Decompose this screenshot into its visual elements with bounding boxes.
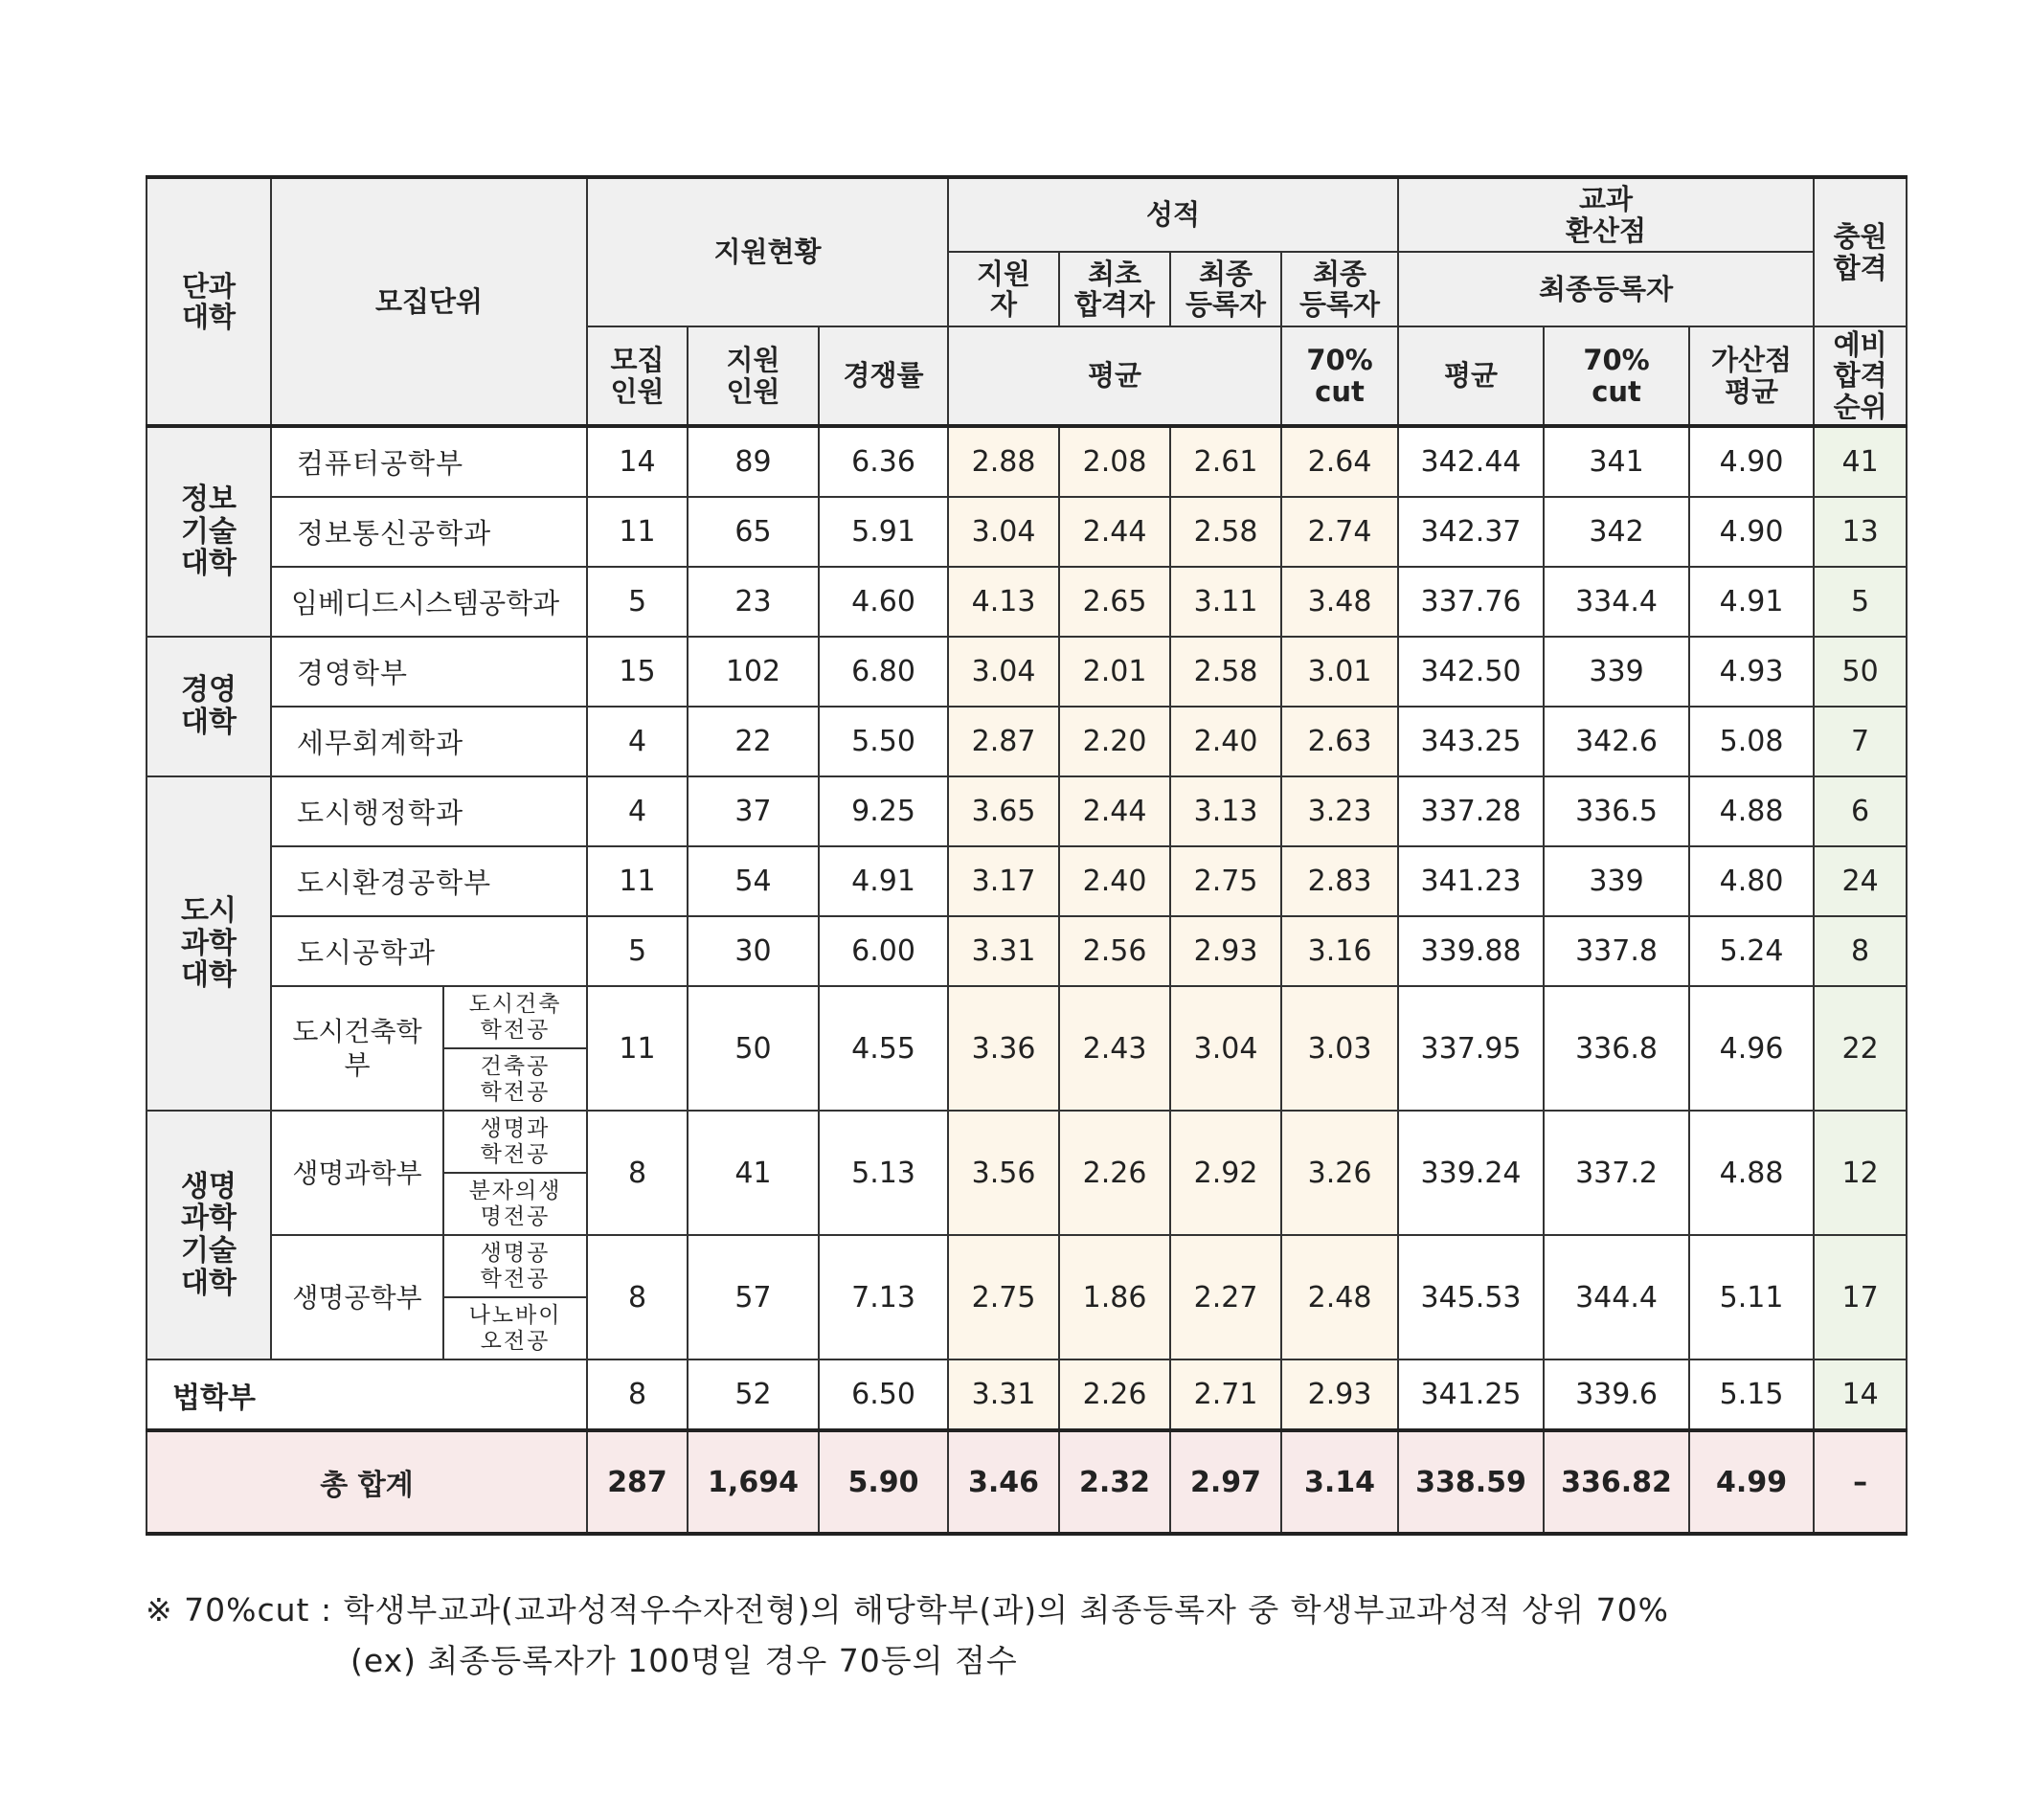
grade-cut-cell: 2.93: [1281, 1359, 1398, 1430]
ratio-cell: 4.55: [819, 986, 948, 1111]
header-final-registrants: 최종등록자: [1398, 252, 1814, 326]
converted-cut-cell: 339.6: [1544, 1359, 1689, 1430]
total-bonus: 4.99: [1689, 1430, 1814, 1534]
quota-cell: 14: [587, 426, 688, 497]
grade-applicant-cell: 3.04: [948, 637, 1059, 707]
major-cell: 건축공 학전공: [443, 1048, 587, 1111]
header-unit: 모집단위: [271, 177, 587, 426]
ratio-cell: 7.13: [819, 1235, 948, 1359]
quota-cell: 5: [587, 567, 688, 637]
unit-cell: 컴퓨터공학부: [271, 426, 587, 497]
converted-avg-cell: 337.95: [1398, 986, 1544, 1111]
header-bonus-avg: 가산점 평균: [1689, 326, 1814, 426]
bonus-cell: 4.90: [1689, 426, 1814, 497]
bonus-cell: 4.88: [1689, 776, 1814, 846]
header-final-reg: 최종 등록자: [1170, 252, 1281, 326]
waitlist-cell: 8: [1814, 916, 1907, 986]
converted-cut-cell: 344.4: [1544, 1235, 1689, 1359]
converted-cut-cell: 339: [1544, 846, 1689, 916]
major-cell: 도시건축 학전공: [443, 986, 587, 1048]
converted-cut-cell: 336.8: [1544, 986, 1689, 1111]
college-cell: 경영 대학: [147, 637, 271, 776]
grade-final-cell: 2.61: [1170, 426, 1281, 497]
waitlist-cell: 14: [1814, 1359, 1907, 1430]
waitlist-cell: 6: [1814, 776, 1907, 846]
header-ratio: 경쟁률: [819, 326, 948, 426]
unit-cell: 경영학부: [271, 637, 587, 707]
unit-cell: 정보통신공학과: [271, 497, 587, 567]
grade-applicant-cell: 3.31: [948, 1359, 1059, 1430]
admission-results-document: [146, 175, 1906, 1687]
footnote-line-1: ※ 70%cut : 학생부교과(교과성적우수자전형)의 해당학부(과)의 최종등록자 중 학생부교과성적 상위 70%: [146, 1591, 1669, 1629]
table-row: [147, 776, 1907, 846]
grade-final-cell: 3.04: [1170, 986, 1281, 1111]
applied-cell: 23: [688, 567, 819, 637]
major-cell: 분자의생 명전공: [443, 1173, 587, 1235]
header-applicants-group: 지원현황: [587, 177, 948, 326]
grade-applicant-cell: 3.31: [948, 916, 1059, 986]
header-cut70: 70% cut: [1281, 326, 1398, 426]
grade-cut-cell: 2.48: [1281, 1235, 1398, 1359]
table-row: [147, 1111, 1907, 1173]
unit-cell: 도시건축학 부: [271, 986, 443, 1111]
waitlist-cell: 7: [1814, 707, 1907, 776]
waitlist-cell: 12: [1814, 1111, 1907, 1235]
total-label: 총 합계: [147, 1430, 587, 1534]
table-row: [147, 707, 1907, 776]
unit-cell-law: 법학부: [147, 1359, 587, 1430]
unit-cell: 도시환경공학부: [271, 846, 587, 916]
converted-avg-cell: 342.50: [1398, 637, 1544, 707]
bonus-cell: 5.15: [1689, 1359, 1814, 1430]
converted-avg-cell: 345.53: [1398, 1235, 1544, 1359]
college-cell: 도시 과학 대학: [147, 776, 271, 1111]
converted-cut-cell: 339: [1544, 637, 1689, 707]
applied-cell: 30: [688, 916, 819, 986]
bonus-cell: 5.08: [1689, 707, 1814, 776]
grade-applicant-cell: 2.88: [948, 426, 1059, 497]
grade-first-cell: 2.40: [1059, 846, 1170, 916]
applied-cell: 89: [688, 426, 819, 497]
bonus-cell: 4.96: [1689, 986, 1814, 1111]
header-quota: 모집 인원: [587, 326, 688, 426]
quota-cell: 8: [587, 1235, 688, 1359]
ratio-cell: 6.50: [819, 1359, 948, 1430]
applied-cell: 52: [688, 1359, 819, 1430]
quota-cell: 8: [587, 1111, 688, 1235]
header-apply-count: 지원 인원: [688, 326, 819, 426]
grade-cut-cell: 3.48: [1281, 567, 1398, 637]
major-cell: 생명공 학전공: [443, 1235, 587, 1297]
converted-cut-cell: 337.2: [1544, 1111, 1689, 1235]
grade-final-cell: 2.93: [1170, 916, 1281, 986]
table-row: [147, 1359, 1907, 1430]
waitlist-cell: 41: [1814, 426, 1907, 497]
waitlist-cell: 22: [1814, 986, 1907, 1111]
total-converted-cut: 336.82: [1544, 1430, 1689, 1534]
grade-final-cell: 3.13: [1170, 776, 1281, 846]
grade-applicant-cell: 3.56: [948, 1111, 1059, 1235]
bonus-cell: 4.93: [1689, 637, 1814, 707]
converted-cut-cell: 342.6: [1544, 707, 1689, 776]
header-college: 단과 대학: [147, 177, 271, 426]
quota-cell: 4: [587, 707, 688, 776]
bonus-cell: 4.90: [1689, 497, 1814, 567]
grade-first-cell: 2.44: [1059, 776, 1170, 846]
total-row: [147, 1430, 1907, 1534]
header-grades-group: 성적: [948, 177, 1398, 252]
unit-cell: 임베디드시스템공학과: [271, 567, 587, 637]
grade-applicant-cell: 3.65: [948, 776, 1059, 846]
table-row: [147, 567, 1907, 637]
grade-first-cell: 2.26: [1059, 1359, 1170, 1430]
major-cell: 나노바이 오전공: [443, 1297, 587, 1359]
total-ratio: 5.90: [819, 1430, 948, 1534]
admission-results-table: [146, 175, 1908, 1536]
converted-avg-cell: 337.76: [1398, 567, 1544, 637]
unit-cell: 세무회계학과: [271, 707, 587, 776]
grade-applicant-cell: 2.87: [948, 707, 1059, 776]
converted-cut-cell: 334.4: [1544, 567, 1689, 637]
converted-cut-cell: 337.8: [1544, 916, 1689, 986]
grade-cut-cell: 3.16: [1281, 916, 1398, 986]
bonus-cell: 4.88: [1689, 1111, 1814, 1235]
waitlist-cell: 5: [1814, 567, 1907, 637]
quota-cell: 11: [587, 846, 688, 916]
grade-first-cell: 1.86: [1059, 1235, 1170, 1359]
bonus-cell: 5.24: [1689, 916, 1814, 986]
grade-applicant-cell: 2.75: [948, 1235, 1059, 1359]
bonus-cell: 5.11: [1689, 1235, 1814, 1359]
grade-cut-cell: 3.03: [1281, 986, 1398, 1111]
quota-cell: 5: [587, 916, 688, 986]
grade-applicant-cell: 3.04: [948, 497, 1059, 567]
waitlist-cell: 24: [1814, 846, 1907, 916]
applied-cell: 54: [688, 846, 819, 916]
grade-first-cell: 2.43: [1059, 986, 1170, 1111]
college-cell: 정보 기술 대학: [147, 426, 271, 637]
waitlist-cell: 50: [1814, 637, 1907, 707]
header-waitlist-rank: 예비 합격 순위: [1814, 326, 1907, 426]
unit-cell: 생명공학부: [271, 1235, 443, 1359]
grade-cut-cell: 3.26: [1281, 1111, 1398, 1235]
table-row: [147, 986, 1907, 1048]
header-converted-group: 교과 환산점: [1398, 177, 1814, 252]
total-grade-applicant: 3.46: [948, 1430, 1059, 1534]
grade-final-cell: 2.27: [1170, 1235, 1281, 1359]
table-row: [147, 637, 1907, 707]
grade-first-cell: 2.65: [1059, 567, 1170, 637]
converted-avg-cell: 339.24: [1398, 1111, 1544, 1235]
total-grade-first: 2.32: [1059, 1430, 1170, 1534]
ratio-cell: 4.91: [819, 846, 948, 916]
waitlist-cell: 17: [1814, 1235, 1907, 1359]
grade-final-cell: 2.71: [1170, 1359, 1281, 1430]
grade-cut-cell: 2.83: [1281, 846, 1398, 916]
total-converted-avg: 338.59: [1398, 1430, 1544, 1534]
unit-cell: 도시공학과: [271, 916, 587, 986]
header-first-pass: 최초 합격자: [1059, 252, 1170, 326]
quota-cell: 4: [587, 776, 688, 846]
grade-cut-cell: 2.63: [1281, 707, 1398, 776]
converted-avg-cell: 342.37: [1398, 497, 1544, 567]
header-applicant: 지원 자: [948, 252, 1059, 326]
converted-avg-cell: 341.23: [1398, 846, 1544, 916]
grade-cut-cell: 2.64: [1281, 426, 1398, 497]
bonus-cell: 4.91: [1689, 567, 1814, 637]
grade-first-cell: 2.20: [1059, 707, 1170, 776]
header-final-reg-cut: 최종 등록자: [1281, 252, 1398, 326]
grade-first-cell: 2.08: [1059, 426, 1170, 497]
header-extra-group: 충원 합격: [1814, 177, 1907, 326]
total-applied: 1,694: [688, 1430, 819, 1534]
table-row: [147, 497, 1907, 567]
ratio-cell: 5.91: [819, 497, 948, 567]
quota-cell: 11: [587, 497, 688, 567]
grade-final-cell: 2.40: [1170, 707, 1281, 776]
ratio-cell: 4.60: [819, 567, 948, 637]
grade-first-cell: 2.01: [1059, 637, 1170, 707]
table-row: [147, 426, 1907, 497]
table-row: [147, 1235, 1907, 1297]
ratio-cell: 5.13: [819, 1111, 948, 1235]
grade-first-cell: 2.44: [1059, 497, 1170, 567]
converted-avg-cell: 342.44: [1398, 426, 1544, 497]
header-average: 평균: [948, 326, 1281, 426]
converted-avg-cell: 339.88: [1398, 916, 1544, 986]
unit-cell: 도시행정학과: [271, 776, 587, 846]
grade-final-cell: 2.58: [1170, 497, 1281, 567]
footnote-line-2: (ex) 최종등록자가 100명일 경우 70등의 점수: [350, 1641, 1018, 1679]
ratio-cell: 5.50: [819, 707, 948, 776]
applied-cell: 102: [688, 637, 819, 707]
grade-first-cell: 2.26: [1059, 1111, 1170, 1235]
grade-cut-cell: 3.23: [1281, 776, 1398, 846]
converted-cut-cell: 341: [1544, 426, 1689, 497]
major-cell: 생명과 학전공: [443, 1111, 587, 1173]
unit-cell: 생명과학부: [271, 1111, 443, 1235]
ratio-cell: 6.00: [819, 916, 948, 986]
grade-final-cell: 2.75: [1170, 846, 1281, 916]
table-row: [147, 846, 1907, 916]
grade-final-cell: 2.92: [1170, 1111, 1281, 1235]
grade-applicant-cell: 3.17: [948, 846, 1059, 916]
ratio-cell: 6.36: [819, 426, 948, 497]
applied-cell: 22: [688, 707, 819, 776]
total-grade-cut: 3.14: [1281, 1430, 1398, 1534]
grade-final-cell: 2.58: [1170, 637, 1281, 707]
footnotes: [146, 1585, 1906, 1687]
converted-cut-cell: 342: [1544, 497, 1689, 567]
ratio-cell: 6.80: [819, 637, 948, 707]
header-conv-average: 평균: [1398, 326, 1544, 426]
total-grade-final: 2.97: [1170, 1430, 1281, 1534]
grade-applicant-cell: 4.13: [948, 567, 1059, 637]
grade-final-cell: 3.11: [1170, 567, 1281, 637]
applied-cell: 50: [688, 986, 819, 1111]
grade-applicant-cell: 3.36: [948, 986, 1059, 1111]
grade-first-cell: 2.56: [1059, 916, 1170, 986]
quota-cell: 15: [587, 637, 688, 707]
waitlist-cell: 13: [1814, 497, 1907, 567]
converted-avg-cell: 337.28: [1398, 776, 1544, 846]
ratio-cell: 9.25: [819, 776, 948, 846]
total-waitlist: –: [1814, 1430, 1907, 1534]
table-row: [147, 916, 1907, 986]
applied-cell: 41: [688, 1111, 819, 1235]
applied-cell: 57: [688, 1235, 819, 1359]
grade-cut-cell: 2.74: [1281, 497, 1398, 567]
header-conv-cut70: 70% cut: [1544, 326, 1689, 426]
quota-cell: 11: [587, 986, 688, 1111]
total-quota: 287: [587, 1430, 688, 1534]
converted-avg-cell: 341.25: [1398, 1359, 1544, 1430]
grade-cut-cell: 3.01: [1281, 637, 1398, 707]
applied-cell: 65: [688, 497, 819, 567]
converted-cut-cell: 336.5: [1544, 776, 1689, 846]
quota-cell: 8: [587, 1359, 688, 1430]
applied-cell: 37: [688, 776, 819, 846]
bonus-cell: 4.80: [1689, 846, 1814, 916]
converted-avg-cell: 343.25: [1398, 707, 1544, 776]
college-cell: 생명 과학 기술 대학: [147, 1111, 271, 1359]
